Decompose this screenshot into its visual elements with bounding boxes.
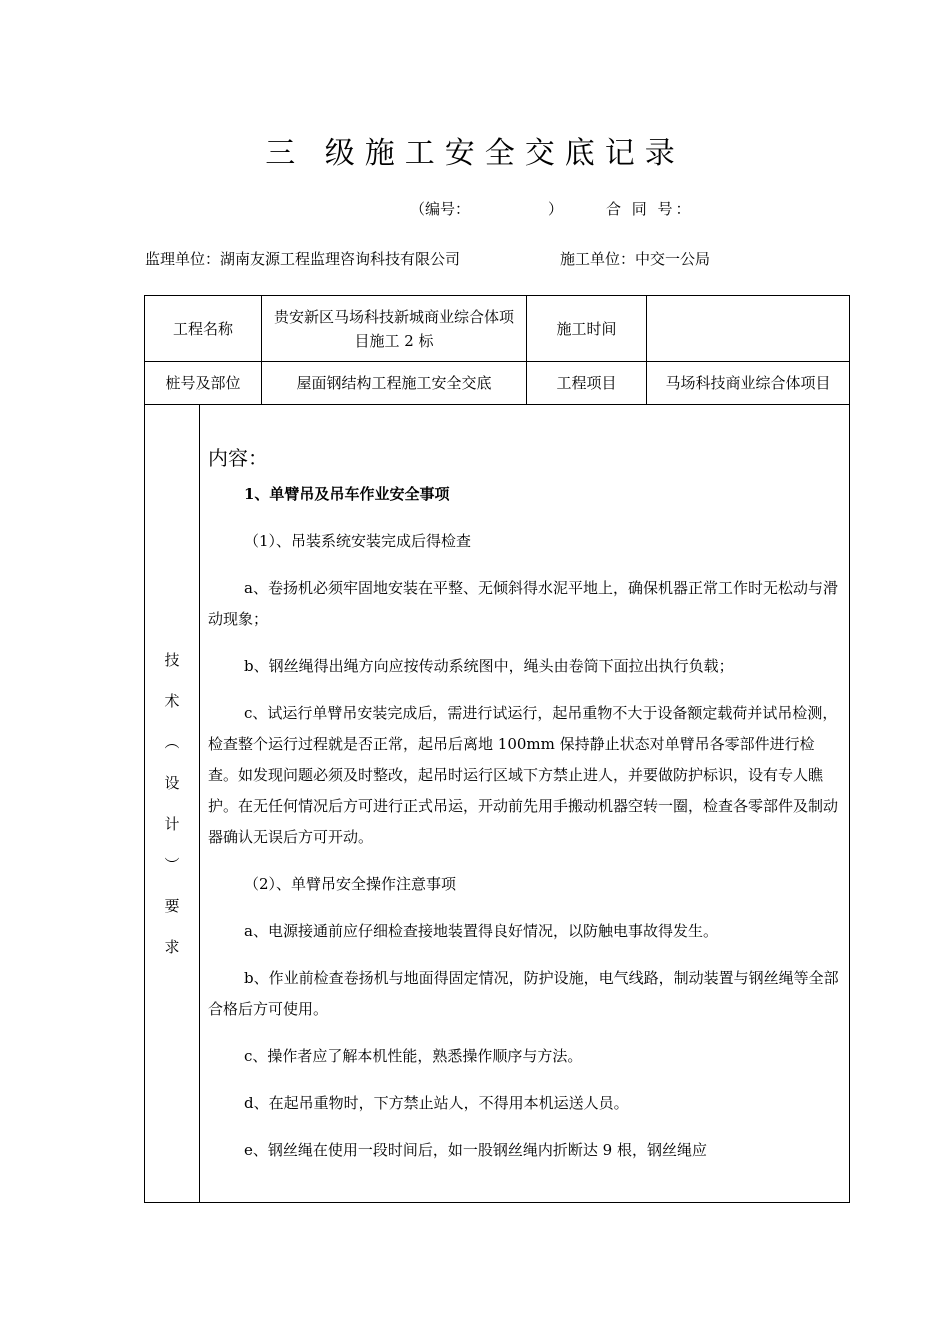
paragraph: e、钢丝绳在使用一段时间后，如一股钢丝绳内折断达 9 根，钢丝绳应 [244, 1141, 707, 1159]
table-row [145, 362, 850, 405]
contractor-unit: 施工单位：中交一公局 [560, 250, 711, 268]
section-heading: 1、单臂吊及吊车作业安全事项 [244, 485, 450, 503]
paragraph: b、钢丝绳得出绳方向应按传动系统图中，绳头由卷筒下面拉出执行负载； [244, 657, 734, 675]
project-name-label: 工程名称 [145, 296, 262, 362]
project-name-value: 贵安新区马场科技新城商业综合体项目施工 2 标 [262, 296, 527, 362]
table-row [145, 296, 850, 362]
side-char: 求 [164, 937, 180, 956]
requirements-side-label [145, 405, 200, 1203]
project-item-label: 工程项目 [527, 362, 647, 405]
paragraph: c、试运行单臂吊安装完成后，需进行试运行，起吊重物不大于设备额定载荷并试吊检测，检查整个运行过程就是否正常，起吊后离地 100mm 保持静止状态对单臂吊各零部件进行检查。如发现问题必须及时整改，起吊时运行区域下方禁止进人，并要做防护标识，设有专人瞧护。在无任何情况后方可进行正式吊运，开动前先用手搬动机器空转一圈，检查各零部件及制动器确认无误后方可开动。 [208, 704, 839, 846]
contract-label: 合 同 号： [606, 200, 694, 218]
content-cell [200, 405, 850, 1203]
paragraph: b、作业前检查卷扬机与地面得固定情况，防护设施，电气线路，制动装置与钢丝绳等全部合格后方可使用。 [208, 969, 839, 1018]
paragraph: d、在起吊重物时，下方禁止站人，不得用本机运送人员。 [244, 1094, 629, 1112]
side-char: 要 [164, 896, 180, 915]
table-row [145, 405, 850, 1203]
number-label: （编号： [410, 200, 471, 218]
paragraph: c、操作者应了解本机性能，熟悉操作顺序与方法。 [244, 1047, 583, 1065]
content-lead: 内容： [208, 446, 268, 470]
subsection-heading: （2）、单臂吊安全操作注意事项 [244, 875, 457, 893]
document-title: 三 级施工安全交底记录 [265, 136, 685, 171]
station-part-label: 桩号及部位 [145, 362, 262, 405]
construction-time-value [647, 296, 850, 362]
number-close: ） [548, 200, 564, 218]
construction-time-label: 施工时间 [527, 296, 647, 362]
handover-table [144, 295, 850, 1203]
paragraph: a、电源接通前应仔细检查接地装置得良好情况，以防触电事故得发生。 [244, 922, 718, 940]
side-char: 设 [164, 773, 180, 792]
station-part-value: 屋面钢结构工程施工安全交底 [262, 362, 527, 405]
project-item-value: 马场科技商业综合体项目 [647, 362, 850, 405]
supervisor-unit: 监理单位：湖南友源工程监理咨询科技有限公司 [145, 250, 461, 268]
paragraph: a、卷扬机必须牢固地安装在平整、无倾斜得水泥平地上，确保机器正常工作时无松动与滑动现象； [208, 579, 838, 628]
side-char: 技 [164, 650, 180, 669]
side-char: 术 [164, 691, 180, 710]
subsection-heading: （1）、吊装系统安装完成后得检查 [244, 532, 472, 550]
side-char: 计 [164, 814, 180, 833]
side-char: ︶ [164, 855, 180, 874]
side-char: ︵ [164, 732, 180, 751]
